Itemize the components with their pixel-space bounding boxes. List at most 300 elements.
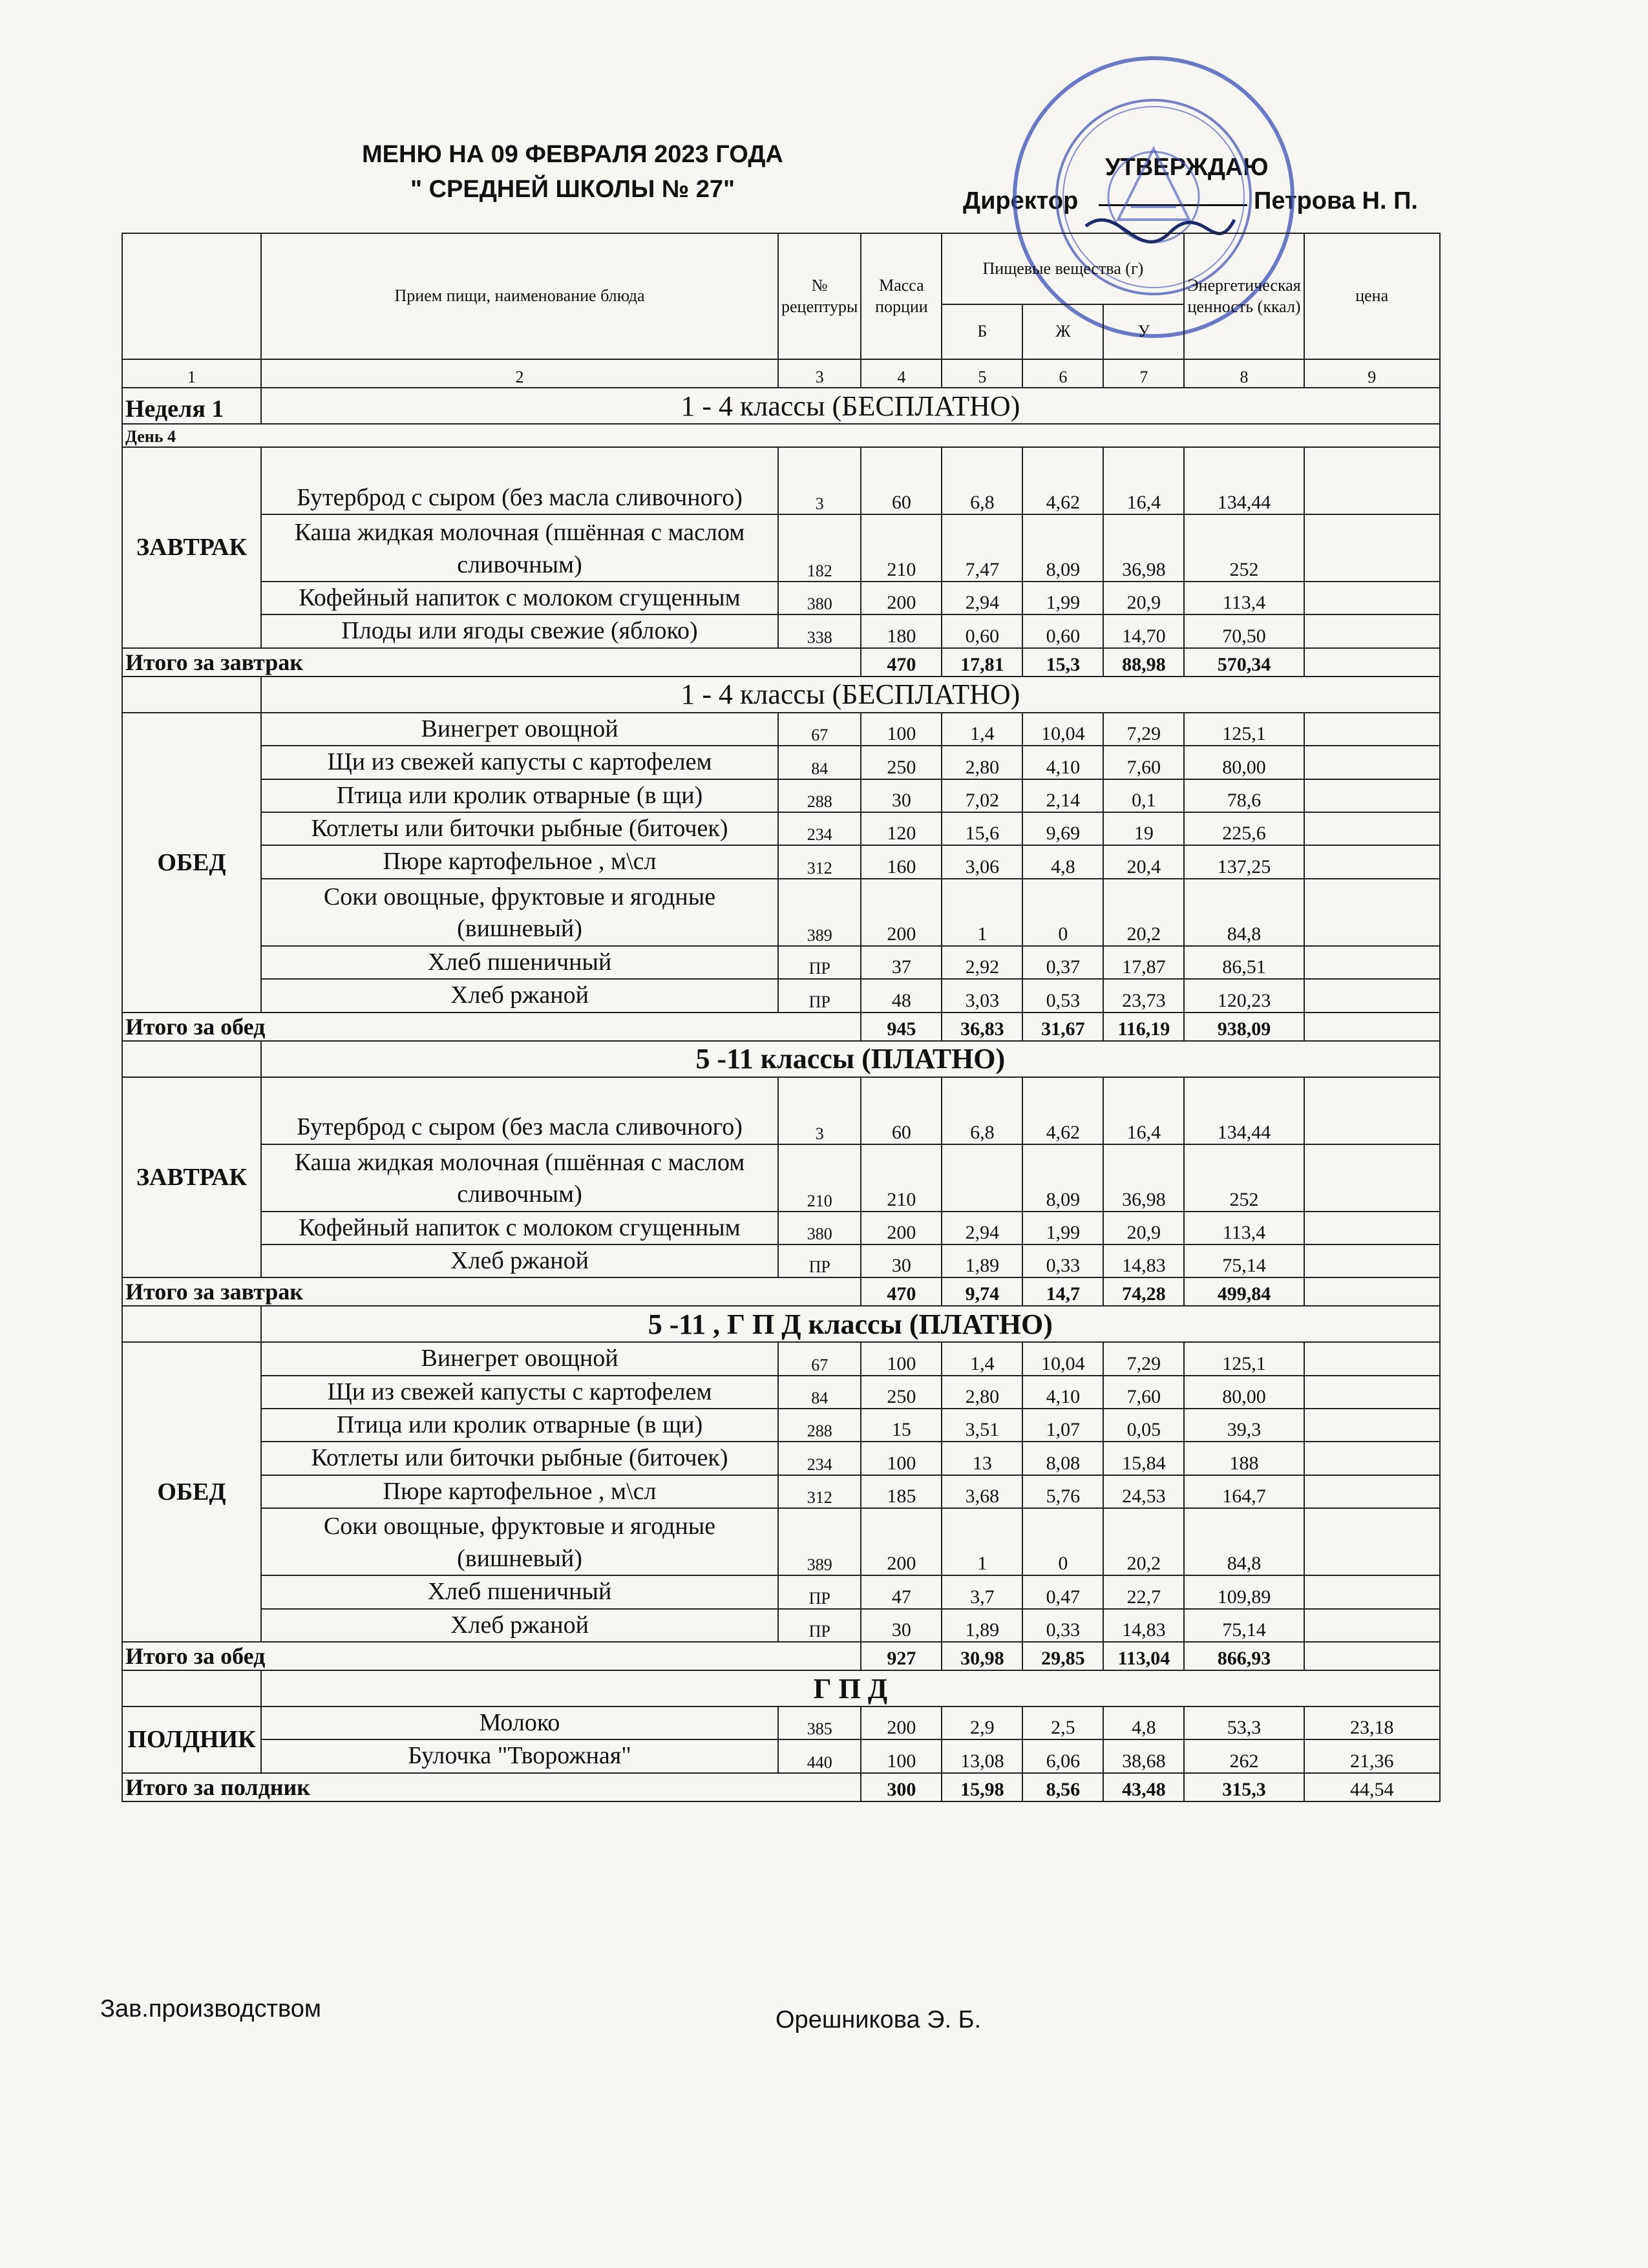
energy-value: 225,6 — [1184, 812, 1304, 845]
total-mass: 470 — [861, 1277, 942, 1306]
fat-value: 0,60 — [1022, 614, 1103, 647]
total-energy: 315,3 — [1184, 1773, 1304, 1801]
dish-row — [122, 1575, 1440, 1608]
header-blank — [122, 233, 261, 359]
price-value — [1304, 713, 1440, 746]
protein-value: 2,92 — [942, 946, 1022, 979]
protein-value: 1,4 — [942, 713, 1022, 746]
day-label: День 4 — [122, 424, 1440, 447]
fat-value: 2,5 — [1022, 1706, 1103, 1739]
price-value — [1304, 1575, 1440, 1608]
carb-value: 22,7 — [1103, 1575, 1184, 1608]
carb-value: 0,1 — [1103, 779, 1184, 812]
total-energy: 570,34 — [1184, 648, 1304, 677]
carb-value: 14,70 — [1103, 614, 1184, 647]
energy-value: 164,7 — [1184, 1475, 1304, 1508]
price-value: 21,36 — [1304, 1739, 1440, 1772]
dish-name: Бутерброд с сыром (без масла сливочного) — [261, 1077, 778, 1144]
meal-label: ОБЕД — [122, 713, 261, 1013]
fat-value: 0 — [1022, 879, 1103, 946]
section-blank — [122, 1041, 261, 1077]
total-protein: 30,98 — [942, 1642, 1022, 1670]
recipe-number: 288 — [778, 779, 861, 812]
week-label: Неделя 1 — [122, 388, 261, 424]
portion-mass: 15 — [861, 1409, 942, 1442]
portion-mass: 60 — [861, 447, 942, 514]
energy-value: 80,00 — [1184, 1376, 1304, 1409]
energy-value: 134,44 — [1184, 447, 1304, 514]
price-value — [1304, 514, 1440, 582]
dish-row — [122, 1739, 1440, 1772]
price-value — [1304, 1376, 1440, 1409]
price-value — [1304, 1609, 1440, 1642]
fat-value: 0,47 — [1022, 1575, 1103, 1608]
total-label: Итого за завтрак — [122, 648, 861, 677]
portion-mass: 100 — [861, 1342, 942, 1375]
total-energy: 866,93 — [1184, 1642, 1304, 1670]
price-value — [1304, 582, 1440, 614]
carb-value: 7,29 — [1103, 1342, 1184, 1375]
dish-name: Хлеб ржаной — [261, 1244, 778, 1277]
price-value — [1304, 1442, 1440, 1475]
recipe-number: 440 — [778, 1739, 861, 1772]
total-mass: 470 — [861, 648, 942, 677]
fat-value: 4,10 — [1022, 746, 1103, 779]
column-number: 6 — [1022, 359, 1103, 388]
energy-value: 113,4 — [1184, 1212, 1304, 1244]
total-mass: 927 — [861, 1642, 942, 1670]
portion-mass: 30 — [861, 779, 942, 812]
carb-value: 19 — [1103, 812, 1184, 845]
column-number: 9 — [1304, 359, 1440, 388]
dish-name: Хлеб пшеничный — [261, 946, 778, 979]
protein-value: 15,6 — [942, 812, 1022, 845]
header-recipe: № рецептуры — [778, 233, 861, 359]
dish-name: Соки овощные, фруктовые и ягодные (вишневый) — [261, 879, 778, 946]
dish-name: Хлеб пшеничный — [261, 1575, 778, 1608]
dish-row — [122, 1409, 1440, 1442]
menu-table — [121, 233, 1441, 1802]
price-value — [1304, 946, 1440, 979]
price-value — [1304, 746, 1440, 779]
total-mass: 945 — [861, 1013, 942, 1041]
energy-value: 125,1 — [1184, 713, 1304, 746]
recipe-number: 67 — [778, 713, 861, 746]
energy-value: 70,50 — [1184, 614, 1304, 647]
portion-mass: 200 — [861, 1508, 942, 1575]
price-value — [1304, 879, 1440, 946]
price-value — [1304, 845, 1440, 878]
dish-row — [122, 812, 1440, 845]
carb-value: 20,2 — [1103, 1508, 1184, 1575]
fat-value: 8,08 — [1022, 1442, 1103, 1475]
recipe-number: 338 — [778, 614, 861, 647]
protein-value: 3,68 — [942, 1475, 1022, 1508]
protein-value: 1 — [942, 879, 1022, 946]
recipe-number: 380 — [778, 1212, 861, 1244]
recipe-number: ПР — [778, 1244, 861, 1277]
dish-row — [122, 447, 1440, 514]
carb-value: 7,60 — [1103, 1376, 1184, 1409]
total-price: 44,54 — [1304, 1773, 1440, 1801]
dish-row — [122, 514, 1440, 582]
recipe-number: 380 — [778, 582, 861, 614]
energy-value: 125,1 — [1184, 1342, 1304, 1375]
section-blank — [122, 677, 261, 713]
energy-value: 252 — [1184, 514, 1304, 582]
protein-value: 1,4 — [942, 1342, 1022, 1375]
column-number: 1 — [122, 359, 261, 388]
recipe-number: 234 — [778, 1442, 861, 1475]
header-mass: Масса порции — [861, 233, 942, 359]
dish-row — [122, 1609, 1440, 1642]
portion-mass: 210 — [861, 1144, 942, 1212]
portion-mass: 200 — [861, 582, 942, 614]
fat-value: 0,33 — [1022, 1609, 1103, 1642]
carb-value: 36,98 — [1103, 514, 1184, 582]
dish-name: Каша жидкая молочная (пшённая с маслом сливочным) — [261, 1144, 778, 1212]
column-number: 5 — [942, 359, 1022, 388]
energy-value: 120,23 — [1184, 979, 1304, 1012]
fat-value: 0,53 — [1022, 979, 1103, 1012]
fat-value: 4,10 — [1022, 1376, 1103, 1409]
protein-value: 3,03 — [942, 979, 1022, 1012]
dish-row — [122, 845, 1440, 878]
recipe-number: ПР — [778, 979, 861, 1012]
dish-row — [122, 1706, 1440, 1739]
recipe-number: 234 — [778, 812, 861, 845]
dish-name: Щи из свежей капусты с картофелем — [261, 1376, 778, 1409]
price-value — [1304, 1342, 1440, 1375]
energy-value: 137,25 — [1184, 845, 1304, 878]
dish-row — [122, 879, 1440, 946]
day-row — [122, 424, 1440, 447]
energy-value: 86,51 — [1184, 946, 1304, 979]
section-title-row — [122, 1306, 1440, 1342]
column-number: 3 — [778, 359, 861, 388]
dish-name: Хлеб ржаной — [261, 979, 778, 1012]
header-price: цена — [1304, 233, 1440, 359]
total-fat: 14,7 — [1022, 1277, 1103, 1306]
recipe-number: ПР — [778, 1575, 861, 1608]
price-value — [1304, 1244, 1440, 1277]
price-value — [1304, 447, 1440, 514]
protein-value: 6,8 — [942, 447, 1022, 514]
energy-value: 134,44 — [1184, 1077, 1304, 1144]
dish-name: Птица или кролик отварные (в щи) — [261, 1409, 778, 1442]
carb-value: 0,05 — [1103, 1409, 1184, 1442]
fat-value: 10,04 — [1022, 713, 1103, 746]
carb-value: 20,9 — [1103, 582, 1184, 614]
portion-mass: 200 — [861, 879, 942, 946]
recipe-number: ПР — [778, 946, 861, 979]
price-value — [1304, 1077, 1440, 1144]
carb-value: 23,73 — [1103, 979, 1184, 1012]
fat-value: 1,99 — [1022, 582, 1103, 614]
fat-value: 4,62 — [1022, 447, 1103, 514]
fat-value: 0,33 — [1022, 1244, 1103, 1277]
total-carb: 116,19 — [1103, 1013, 1184, 1041]
dish-row — [122, 979, 1440, 1012]
total-row — [122, 1773, 1440, 1801]
protein-value: 2,94 — [942, 582, 1022, 614]
protein-value: 2,80 — [942, 1376, 1022, 1409]
energy-value: 80,00 — [1184, 746, 1304, 779]
protein-value: 7,02 — [942, 779, 1022, 812]
dish-name: Плоды или ягоды свежие (яблоко) — [261, 614, 778, 647]
protein-value: 13,08 — [942, 1739, 1022, 1772]
protein-value: 2,94 — [942, 1212, 1022, 1244]
total-price — [1304, 1642, 1440, 1670]
dish-name: Винегрет овощной — [261, 1342, 778, 1375]
carb-value: 14,83 — [1103, 1609, 1184, 1642]
total-carb: 88,98 — [1103, 648, 1184, 677]
total-row — [122, 1277, 1440, 1306]
price-value: 23,18 — [1304, 1706, 1440, 1739]
fat-value: 6,06 — [1022, 1739, 1103, 1772]
meal-label: ЗАВТРАК — [122, 447, 261, 648]
dish-name: Кофейный напиток с молоком сгущенным — [261, 582, 778, 614]
protein-value: 3,51 — [942, 1409, 1022, 1442]
dish-name: Соки овощные, фруктовые и ягодные (вишневый) — [261, 1508, 778, 1575]
fat-value: 1,07 — [1022, 1409, 1103, 1442]
meal-label: ОБЕД — [122, 1342, 261, 1642]
section-title: 5 -11 , Г П Д классы (ПЛАТНО) — [261, 1306, 1440, 1342]
total-mass: 300 — [861, 1773, 942, 1801]
carb-value: 36,98 — [1103, 1144, 1184, 1212]
recipe-number: 67 — [778, 1342, 861, 1375]
total-protein: 17,81 — [942, 648, 1022, 677]
approve-label: УТВЕРЖДАЮ — [1105, 154, 1269, 181]
portion-mass: 100 — [861, 713, 942, 746]
total-price — [1304, 1013, 1440, 1041]
section-title-row — [122, 677, 1440, 713]
recipe-number: 84 — [778, 746, 861, 779]
recipe-number: 389 — [778, 879, 861, 946]
protein-value: 1,89 — [942, 1609, 1022, 1642]
section-title: 1 - 4 классы (БЕСПЛАТНО) — [261, 388, 1440, 424]
energy-value: 113,4 — [1184, 582, 1304, 614]
column-number-row — [122, 359, 1440, 388]
protein-value: 3,7 — [942, 1575, 1022, 1608]
section-title-row — [122, 1670, 1440, 1706]
total-fat: 29,85 — [1022, 1642, 1103, 1670]
price-value — [1304, 1409, 1440, 1442]
fat-value: 0,37 — [1022, 946, 1103, 979]
dish-name: Булочка "Творожная" — [261, 1739, 778, 1772]
column-number: 2 — [261, 359, 778, 388]
header-b: Б — [942, 304, 1022, 359]
column-number: 8 — [1184, 359, 1304, 388]
total-fat: 15,3 — [1022, 648, 1103, 677]
section-title: 5 -11 классы (ПЛАТНО) — [261, 1041, 1440, 1077]
school-name: " СРЕДНЕЙ ШКОЛЫ № 27" — [410, 176, 735, 203]
dish-row — [122, 1144, 1440, 1212]
portion-mass: 30 — [861, 1244, 942, 1277]
menu-title: МЕНЮ НА 09 ФЕВРАЛЯ 2023 ГОДА — [362, 141, 783, 168]
section-title: 1 - 4 классы (БЕСПЛАТНО) — [261, 677, 1440, 713]
header-u: У — [1103, 304, 1184, 359]
carb-value: 16,4 — [1103, 1077, 1184, 1144]
director-label: Директор — [963, 187, 1079, 215]
dish-row — [122, 1212, 1440, 1244]
total-label: Итого за обед — [122, 1013, 861, 1041]
recipe-number: 3 — [778, 447, 861, 514]
price-value — [1304, 812, 1440, 845]
dish-name: Пюре картофельное , м\сл — [261, 1475, 778, 1508]
carb-value: 16,4 — [1103, 447, 1184, 514]
price-value — [1304, 1212, 1440, 1244]
dish-row — [122, 1442, 1440, 1475]
fat-value: 5,76 — [1022, 1475, 1103, 1508]
dish-name: Каша жидкая молочная (пшённая с маслом сливочным) — [261, 514, 778, 582]
protein-value: 7,47 — [942, 514, 1022, 582]
protein-value: 13 — [942, 1442, 1022, 1475]
recipe-number: 182 — [778, 514, 861, 582]
recipe-number: ПР — [778, 1609, 861, 1642]
total-protein: 36,83 — [942, 1013, 1022, 1041]
column-number: 4 — [861, 359, 942, 388]
energy-value: 39,3 — [1184, 1409, 1304, 1442]
dish-name: Молоко — [261, 1706, 778, 1739]
total-fat: 8,56 — [1022, 1773, 1103, 1801]
portion-mass: 200 — [861, 1212, 942, 1244]
dish-row — [122, 614, 1440, 647]
price-value — [1304, 1475, 1440, 1508]
recipe-number: 3 — [778, 1077, 861, 1144]
carb-value: 17,87 — [1103, 946, 1184, 979]
total-label: Итого за завтрак — [122, 1277, 861, 1306]
section-blank — [122, 1670, 261, 1706]
dish-row — [122, 1077, 1440, 1144]
protein-value: 2,9 — [942, 1706, 1022, 1739]
carb-value: 20,9 — [1103, 1212, 1184, 1244]
energy-value: 84,8 — [1184, 879, 1304, 946]
fat-value: 9,69 — [1022, 812, 1103, 845]
total-carb: 43,48 — [1103, 1773, 1184, 1801]
fat-value: 1,99 — [1022, 1212, 1103, 1244]
recipe-number: 210 — [778, 1144, 861, 1212]
fat-value: 2,14 — [1022, 779, 1103, 812]
dish-row — [122, 1342, 1440, 1375]
total-label: Итого за обед — [122, 1642, 861, 1670]
price-value — [1304, 779, 1440, 812]
protein-value: 0,60 — [942, 614, 1022, 647]
energy-value: 75,14 — [1184, 1609, 1304, 1642]
recipe-number: 84 — [778, 1376, 861, 1409]
section-blank — [122, 1306, 261, 1342]
price-value — [1304, 614, 1440, 647]
energy-value: 188 — [1184, 1442, 1304, 1475]
total-energy: 938,09 — [1184, 1013, 1304, 1041]
fat-value: 10,04 — [1022, 1342, 1103, 1375]
portion-mass: 47 — [861, 1575, 942, 1608]
recipe-number: 385 — [778, 1706, 861, 1739]
header-nutrients: Пищевые вещества (г) — [942, 233, 1184, 304]
fat-value: 4,8 — [1022, 845, 1103, 878]
dish-name: Щи из свежей капусты с картофелем — [261, 746, 778, 779]
protein-value: 6,8 — [942, 1077, 1022, 1144]
total-carb: 74,28 — [1103, 1277, 1184, 1306]
fat-value: 8,09 — [1022, 1144, 1103, 1212]
carb-value: 15,84 — [1103, 1442, 1184, 1475]
dish-name: Кофейный напиток с молоком сгущенным — [261, 1212, 778, 1244]
energy-value: 262 — [1184, 1739, 1304, 1772]
energy-value: 252 — [1184, 1144, 1304, 1212]
header-zh: Ж — [1022, 304, 1103, 359]
total-protein: 9,74 — [942, 1277, 1022, 1306]
dish-name: Котлеты или биточки рыбные (биточек) — [261, 812, 778, 845]
header-meal-name: Прием пищи, наименование блюда — [261, 233, 778, 359]
portion-mass: 100 — [861, 1739, 942, 1772]
total-row — [122, 1013, 1440, 1041]
fat-value: 8,09 — [1022, 514, 1103, 582]
price-value — [1304, 1144, 1440, 1212]
fat-value: 4,62 — [1022, 1077, 1103, 1144]
carb-value: 20,4 — [1103, 845, 1184, 878]
total-carb: 113,04 — [1103, 1642, 1184, 1670]
dish-row — [122, 1475, 1440, 1508]
dish-name: Бутерброд с сыром (без масла сливочного) — [261, 447, 778, 514]
recipe-number: 312 — [778, 845, 861, 878]
dish-name: Хлеб ржаной — [261, 1609, 778, 1642]
meal-label: ПОЛДНИК — [122, 1706, 261, 1773]
energy-value: 75,14 — [1184, 1244, 1304, 1277]
protein-value: 1 — [942, 1508, 1022, 1575]
dish-name: Птица или кролик отварные (в щи) — [261, 779, 778, 812]
dish-row — [122, 746, 1440, 779]
portion-mass: 210 — [861, 514, 942, 582]
dish-row — [122, 946, 1440, 979]
header-energy: Энергетическая ценность (ккал) — [1184, 233, 1304, 359]
portion-mass: 37 — [861, 946, 942, 979]
dish-name: Пюре картофельное , м\сл — [261, 845, 778, 878]
total-label: Итого за полдник — [122, 1773, 861, 1801]
dish-row — [122, 1376, 1440, 1409]
energy-value: 78,6 — [1184, 779, 1304, 812]
dish-row — [122, 1244, 1440, 1277]
dish-name: Котлеты или биточки рыбные (биточек) — [261, 1442, 778, 1475]
protein-value: 2,80 — [942, 746, 1022, 779]
portion-mass: 185 — [861, 1475, 942, 1508]
section-title-row — [122, 1041, 1440, 1077]
total-price — [1304, 648, 1440, 677]
dish-row — [122, 1508, 1440, 1575]
portion-mass: 250 — [861, 746, 942, 779]
energy-value: 109,89 — [1184, 1575, 1304, 1608]
meal-label: ЗАВТРАК — [122, 1077, 261, 1278]
portion-mass: 120 — [861, 812, 942, 845]
dish-row — [122, 582, 1440, 614]
footer-role: Зав.производством — [100, 1995, 321, 2022]
portion-mass: 100 — [861, 1442, 942, 1475]
dish-row — [122, 779, 1440, 812]
carb-value: 7,29 — [1103, 713, 1184, 746]
dish-row — [122, 713, 1440, 746]
carb-value: 7,60 — [1103, 746, 1184, 779]
energy-value: 53,3 — [1184, 1706, 1304, 1739]
carb-value: 38,68 — [1103, 1739, 1184, 1772]
dish-name: Винегрет овощной — [261, 713, 778, 746]
fat-value: 0 — [1022, 1508, 1103, 1575]
protein-value — [942, 1144, 1022, 1212]
column-number: 7 — [1103, 359, 1184, 388]
recipe-number: 288 — [778, 1409, 861, 1442]
total-row — [122, 1642, 1440, 1670]
total-protein: 15,98 — [942, 1773, 1022, 1801]
carb-value: 24,53 — [1103, 1475, 1184, 1508]
portion-mass: 160 — [861, 845, 942, 878]
